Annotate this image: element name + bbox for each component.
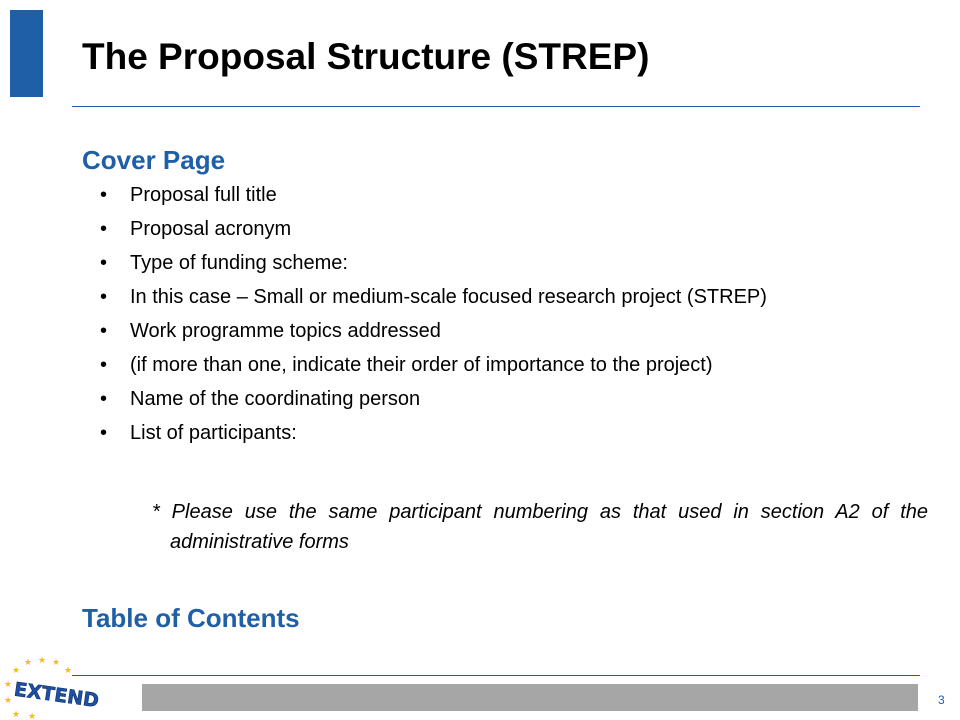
list-item: • Work programme topics addressed: [100, 319, 910, 343]
list-item: • (if more than one, indicate their order of importance to the project): [100, 353, 910, 377]
svg-text:★: ★: [38, 656, 47, 666]
list-item: • Proposal full title: [100, 183, 910, 207]
list-item: • Name of the coordinating person: [100, 387, 910, 411]
list-item: • List of participants:: [100, 421, 910, 445]
page-number: 3: [938, 693, 945, 707]
svg-text:★: ★: [28, 712, 37, 720]
slide-title: The Proposal Structure (STREP): [82, 36, 650, 77]
participant-numbering-note: * Please use the same participant numbering as that used in section A2 of the administrative forms: [152, 501, 928, 553]
table-of-contents-heading: Table of Contents: [82, 603, 300, 633]
list-item: • Proposal acronym: [100, 217, 910, 241]
title-divider: [72, 106, 920, 107]
svg-text:★: ★: [12, 710, 21, 720]
footer-divider: [72, 675, 920, 676]
svg-text:★: ★: [64, 666, 73, 676]
svg-text:★: ★: [12, 666, 21, 676]
list-item: • In this case – Small or medium-scale focused research project (STREP): [100, 285, 910, 309]
footer-band: [142, 684, 918, 711]
title-accent-bar: [10, 10, 43, 97]
cover-page-list: [100, 183, 910, 455]
logo-wordmark: EXTEND: [12, 678, 101, 713]
cover-page-heading: Cover Page: [82, 145, 226, 175]
svg-text:★: ★: [24, 658, 33, 668]
svg-text:★: ★: [52, 658, 61, 668]
svg-text:★: ★: [4, 696, 13, 706]
extend-logo: [0, 655, 101, 720]
list-item: • Type of funding scheme:: [100, 251, 910, 275]
svg-text:★: ★: [4, 680, 13, 690]
